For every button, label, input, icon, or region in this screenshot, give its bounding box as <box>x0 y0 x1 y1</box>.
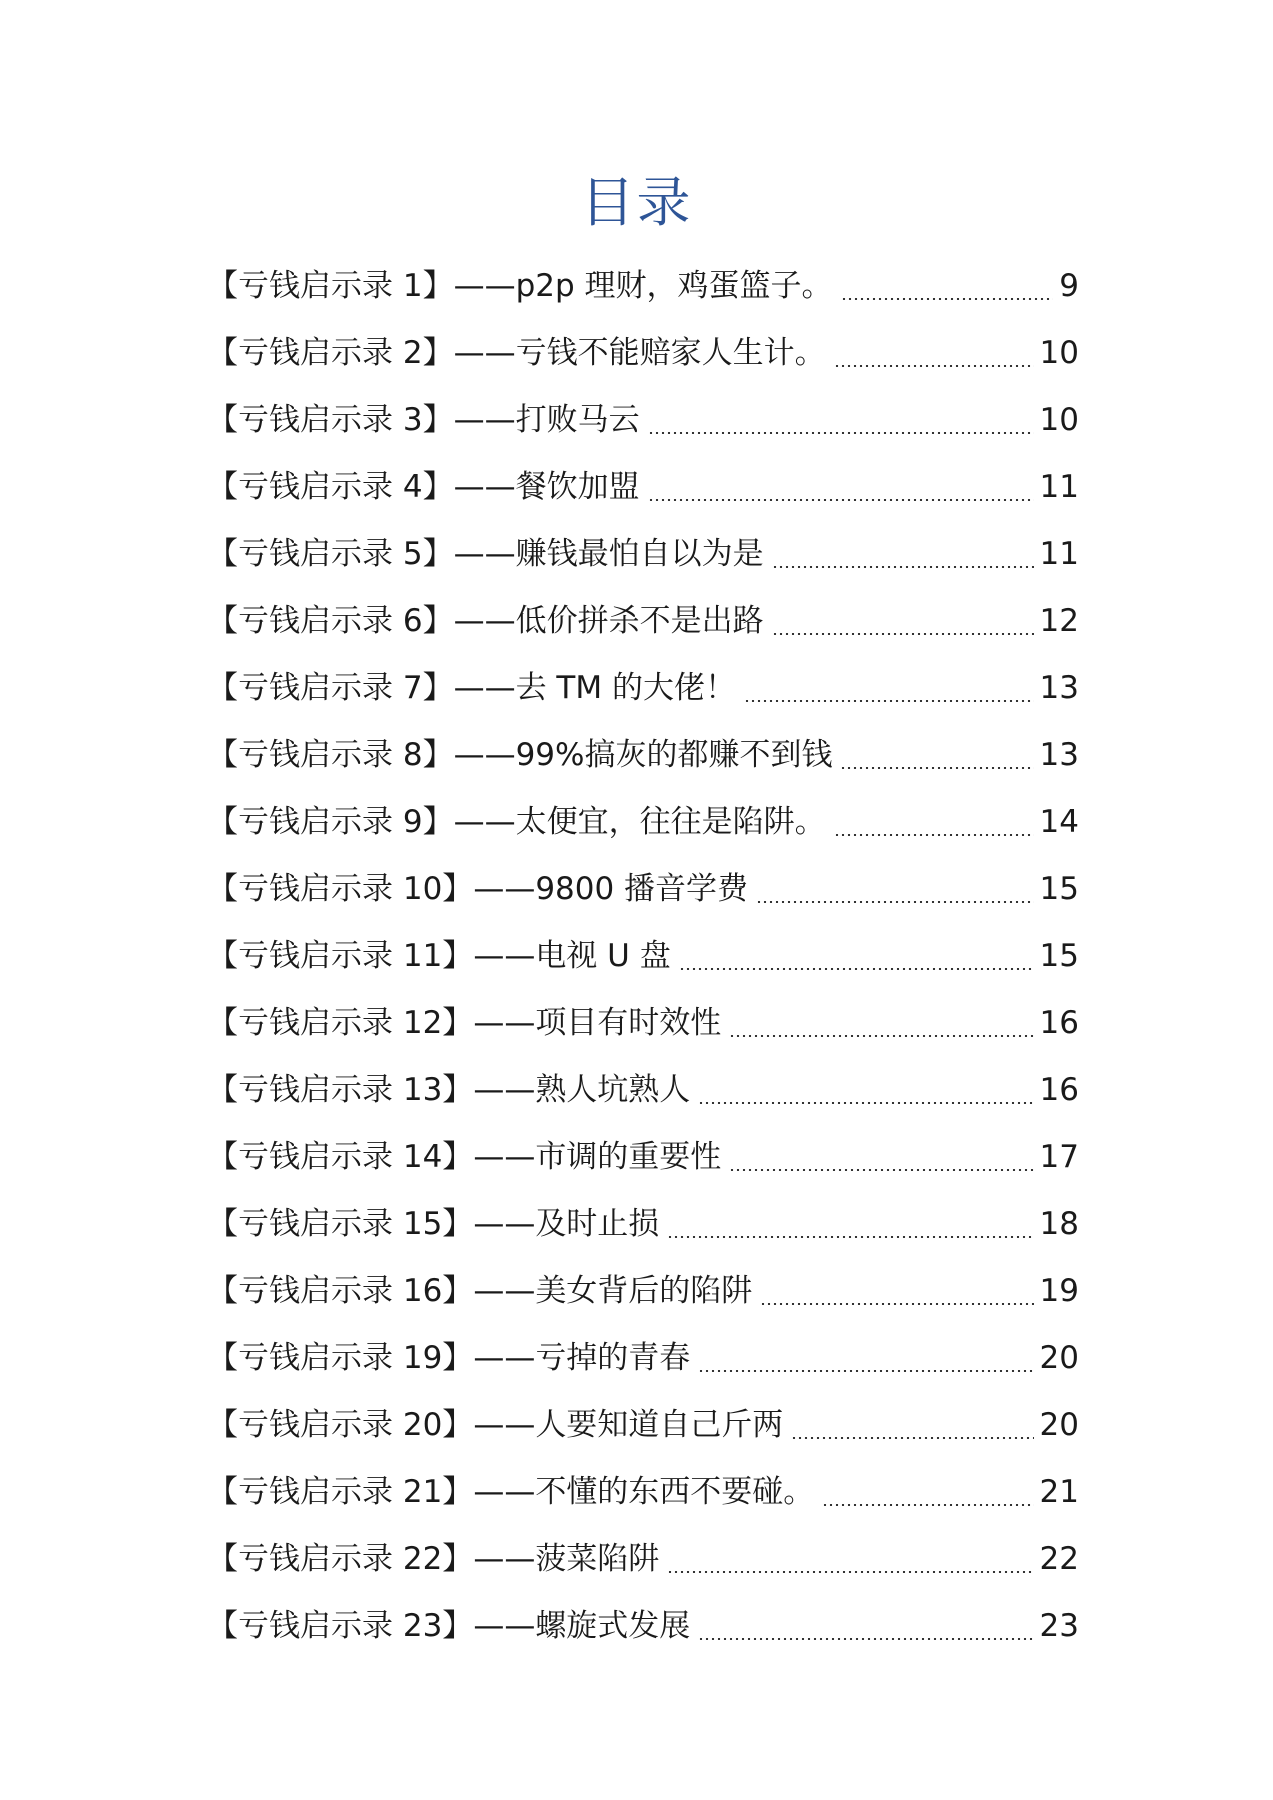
toc-entry-page-number: 23 <box>1039 1608 1079 1644</box>
toc-dot-leader <box>667 1236 1033 1238</box>
toc-entry[interactable] <box>207 1459 1079 1526</box>
toc-entry-text: ——低价拼杀不是出路 <box>453 603 764 639</box>
toc-entry[interactable] <box>207 521 1079 588</box>
toc-entry-prefix: 【亏钱启示录 19】 <box>207 1340 474 1376</box>
toc-entry-prefix: 【亏钱启示录 22】 <box>207 1541 474 1577</box>
toc-entry-page-number: 13 <box>1039 737 1079 773</box>
toc-entry[interactable] <box>207 1191 1079 1258</box>
toc-entry-page-number: 14 <box>1039 804 1079 840</box>
toc-entry[interactable] <box>207 789 1079 856</box>
toc-entry-text: ——人要知道自己斤两 <box>473 1407 784 1443</box>
toc-entry-text: ——亏掉的青春 <box>473 1340 691 1376</box>
toc-entry-text: ——99%搞灰的都赚不到钱 <box>453 737 833 773</box>
toc-entry-page-number: 16 <box>1039 1005 1079 1041</box>
toc-entry-page-number: 20 <box>1039 1340 1079 1376</box>
toc-entry-prefix: 【亏钱启示录 12】 <box>207 1005 474 1041</box>
toc-entry-prefix: 【亏钱启示录 15】 <box>207 1206 474 1242</box>
toc-entry[interactable] <box>207 454 1079 521</box>
toc-entry-page-number: 9 <box>1059 268 1079 304</box>
toc-entry-text: ——打败马云 <box>453 402 640 438</box>
toc-dot-leader <box>648 432 1034 434</box>
toc-entry-page-number: 15 <box>1039 938 1079 974</box>
toc-entry[interactable] <box>207 1526 1079 1593</box>
toc-dot-leader <box>834 834 1034 836</box>
toc-entry-text: ——p2p 理财，鸡蛋篮子。 <box>453 268 833 304</box>
toc-entry-prefix: 【亏钱启示录 21】 <box>207 1474 474 1510</box>
toc-entry-page-number: 11 <box>1039 469 1079 505</box>
toc-entry-prefix: 【亏钱启示录 8】 <box>207 737 454 773</box>
toc-dot-leader <box>822 1504 1033 1506</box>
toc-entry[interactable] <box>207 722 1079 789</box>
toc-dot-leader <box>791 1437 1033 1439</box>
toc-entry-text: ——菠菜陷阱 <box>473 1541 660 1577</box>
toc-entry-prefix: 【亏钱启示录 20】 <box>207 1407 474 1443</box>
toc-entry-page-number: 17 <box>1039 1139 1079 1175</box>
toc-dot-leader <box>772 633 1034 635</box>
toc-entry-page-number: 10 <box>1039 402 1079 438</box>
toc-entry[interactable] <box>207 655 1079 722</box>
toc-dot-leader <box>760 1303 1033 1305</box>
toc-entry[interactable] <box>207 1124 1079 1191</box>
toc-entry-text: ——市调的重要性 <box>473 1139 722 1175</box>
toc-dot-leader <box>841 298 1054 300</box>
toc-entry-page-number: 20 <box>1039 1407 1079 1443</box>
toc-dot-leader <box>729 1169 1033 1171</box>
toc-entry-page-number: 12 <box>1039 603 1079 639</box>
toc-entry-text: ——赚钱最怕自以为是 <box>453 536 764 572</box>
toc-entry-text: ——螺旋式发展 <box>473 1608 691 1644</box>
toc-entry-text: ——餐饮加盟 <box>453 469 640 505</box>
toc-entry[interactable] <box>207 1258 1079 1325</box>
toc-entry-prefix: 【亏钱启示录 16】 <box>207 1273 474 1309</box>
toc-entry[interactable] <box>207 320 1079 387</box>
toc-entry-prefix: 【亏钱启示录 4】 <box>207 469 454 505</box>
toc-entry-page-number: 22 <box>1039 1541 1079 1577</box>
toc-entry[interactable] <box>207 923 1079 990</box>
toc-entry-prefix: 【亏钱启示录 10】 <box>207 871 474 907</box>
toc-entry-text: ——太便宜，往往是陷阱。 <box>453 804 826 840</box>
toc-entry[interactable] <box>207 387 1079 454</box>
toc-entry-page-number: 19 <box>1039 1273 1079 1309</box>
toc-dot-leader <box>756 901 1033 903</box>
toc-entry-text: ——9800 播音学费 <box>473 871 749 907</box>
toc-entry-text: ——熟人坑熟人 <box>473 1072 691 1108</box>
toc-entry[interactable] <box>207 588 1079 655</box>
toc-dot-leader <box>667 1571 1033 1573</box>
toc-dot-leader <box>679 968 1034 970</box>
toc-entry-prefix: 【亏钱启示录 23】 <box>207 1608 474 1644</box>
toc-entry-text: ——美女背后的陷阱 <box>473 1273 753 1309</box>
toc-entry-prefix: 【亏钱启示录 5】 <box>207 536 454 572</box>
toc-entry[interactable] <box>207 1392 1079 1459</box>
toc-entry-prefix: 【亏钱启示录 1】 <box>207 268 454 304</box>
toc-entry-prefix: 【亏钱启示录 14】 <box>207 1139 474 1175</box>
toc-dot-leader <box>840 767 1033 769</box>
toc-entry-prefix: 【亏钱启示录 11】 <box>207 938 474 974</box>
toc-entry-text: ——项目有时效性 <box>473 1005 722 1041</box>
toc-entry-text: ——电视 U 盘 <box>473 938 671 974</box>
toc-entry-text: ——去 TM 的大佬！ <box>453 670 736 706</box>
toc-entry-prefix: 【亏钱启示录 3】 <box>207 402 454 438</box>
toc-entry-page-number: 15 <box>1039 871 1079 907</box>
toc-entry-page-number: 13 <box>1039 670 1079 706</box>
toc-entry[interactable] <box>207 856 1079 923</box>
toc-entry-text: ——不懂的东西不要碰。 <box>473 1474 815 1510</box>
toc-entry[interactable] <box>207 1057 1079 1124</box>
toc-entry-prefix: 【亏钱启示录 9】 <box>207 804 454 840</box>
toc-dot-leader <box>698 1638 1033 1640</box>
toc-entry-prefix: 【亏钱启示录 6】 <box>207 603 454 639</box>
toc-entry-text: ——亏钱不能赔家人生计。 <box>453 335 826 371</box>
toc-entry-prefix: 【亏钱启示录 7】 <box>207 670 454 706</box>
toc-list <box>207 253 1079 1660</box>
toc-title: 目录 <box>580 171 693 234</box>
toc-entry-page-number: 18 <box>1039 1206 1079 1242</box>
toc-dot-leader <box>744 700 1034 702</box>
toc-entry-page-number: 11 <box>1039 536 1079 572</box>
toc-entry-page-number: 16 <box>1039 1072 1079 1108</box>
toc-entry-prefix: 【亏钱启示录 13】 <box>207 1072 474 1108</box>
toc-entry[interactable] <box>207 990 1079 1057</box>
toc-entry-page-number: 10 <box>1039 335 1079 371</box>
toc-entry-page-number: 21 <box>1039 1474 1079 1510</box>
toc-dot-leader <box>772 566 1034 568</box>
toc-dot-leader <box>698 1102 1033 1104</box>
toc-entry[interactable] <box>207 1593 1079 1660</box>
toc-entry[interactable] <box>207 1325 1079 1392</box>
toc-dot-leader <box>648 499 1034 501</box>
toc-entry-prefix: 【亏钱启示录 2】 <box>207 335 454 371</box>
toc-dot-leader <box>729 1035 1033 1037</box>
toc-dot-leader <box>834 365 1034 367</box>
toc-dot-leader <box>698 1370 1033 1372</box>
toc-entry[interactable] <box>207 253 1079 320</box>
toc-entry-text: ——及时止损 <box>473 1206 660 1242</box>
